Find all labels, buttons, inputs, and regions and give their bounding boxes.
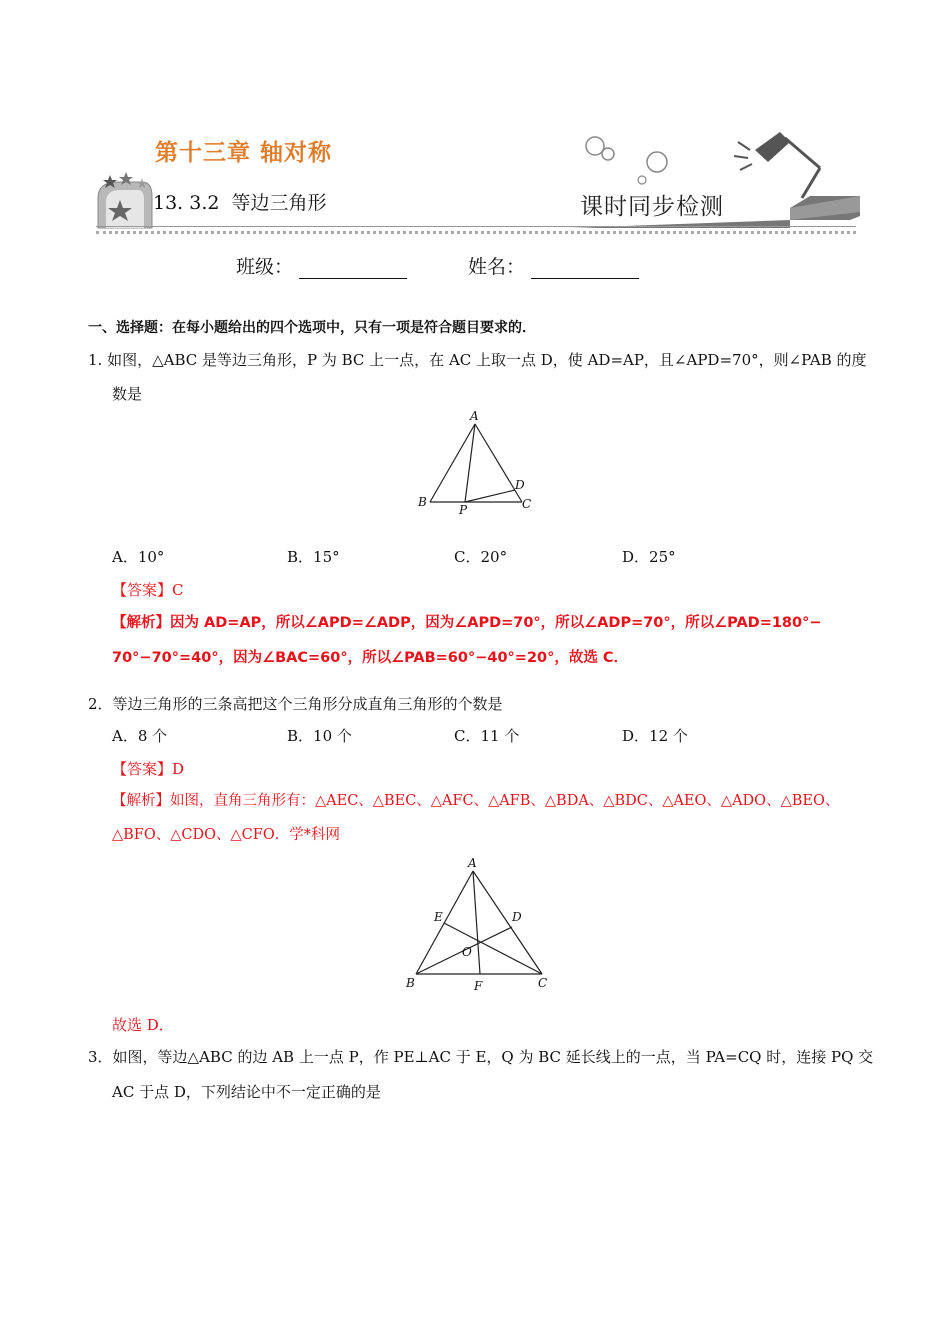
q2-option-d: D．12 个 <box>622 727 688 745</box>
section-title: 13. 3.2 等边三角形 <box>153 192 327 214</box>
q1-figure <box>410 408 540 518</box>
q1-label-a: A <box>470 409 479 423</box>
q3-line2: AC 于点 D，下列结论中不一定正确的是 <box>112 1083 381 1101</box>
bubble-icon <box>602 148 614 160</box>
q2-answer: 【答案】D <box>112 760 185 778</box>
q1-label-b: B <box>418 495 427 509</box>
chapter-title: 第十三章 轴对称 <box>155 140 333 166</box>
q2-side-ac <box>473 871 542 974</box>
q2-option-b: B．10 个 <box>287 727 352 745</box>
bubble-icon <box>638 176 646 184</box>
q1-label-c: C <box>522 497 532 511</box>
star-badge-icon <box>98 172 152 228</box>
section-heading: 一、选择题：在每小题给出的四个选项中，只有一项是符合题目要求的． <box>88 320 536 336</box>
q2-altitude-af <box>473 871 480 974</box>
q2-option-a: A．8 个 <box>112 727 168 745</box>
q2-label-a: A <box>468 856 477 870</box>
name-field <box>468 252 639 279</box>
q1-segment-pd <box>465 490 515 502</box>
q2-option-c: C．11 个 <box>454 727 520 745</box>
desk-lamp-icon <box>734 132 820 198</box>
q1-option-c: C．20° <box>454 548 508 566</box>
q2-figure <box>400 853 560 995</box>
q1-label-d: D <box>515 478 525 492</box>
q1-label-p: P <box>459 503 468 517</box>
name-blank[interactable] <box>531 258 639 279</box>
bubble-icon <box>647 152 667 172</box>
q1-segment-ap <box>465 424 475 502</box>
q1-answer: 【答案】C <box>112 581 184 599</box>
q1-side-ab <box>430 424 475 502</box>
q2-label-b: B <box>406 976 415 990</box>
q2-altitude-ce <box>444 923 542 974</box>
q2-label-f: F <box>474 979 483 993</box>
q2-conclusion: 故选 D． <box>112 1016 174 1034</box>
q1-option-d: D．25° <box>622 548 676 566</box>
q2-label-e: E <box>434 910 443 924</box>
name-label: 姓名： <box>468 256 526 278</box>
q1-option-b: B．15° <box>287 548 340 566</box>
class-label: 班级： <box>236 256 294 278</box>
q1-analysis-line1: 【解析】因为 AD=AP，所以∠APD=∠ADP，因为∠APD=70°，所以∠ADP=70°，所以∠PAD=180°− <box>112 615 822 631</box>
q1-option-a: A．10° <box>112 548 165 566</box>
q2-analysis-line1: 【解析】如图，直角三角形有：△AEC、△BEC、△AFC、△AFB、△BDA、△BDC、△AEO、△ADO、△BEO、 <box>112 793 840 809</box>
class-blank[interactable] <box>299 258 407 279</box>
q3-line1: 3．如图，等边△ABC 的边 AB 上一点 P，作 PE⊥AC 于 E，Q 为 BC 延长线上的一点，当 PA=CQ 时，连接 PQ 交 <box>88 1048 874 1066</box>
header-rule <box>96 226 856 234</box>
q2-label-o: O <box>462 945 472 959</box>
q2-label-d: D <box>512 910 522 924</box>
q2-label-c: C <box>538 976 548 990</box>
q2-analysis-line2: △BFO、△CDO、△CFO．学*科网 <box>112 827 340 843</box>
class-field <box>236 252 407 279</box>
q1-line2: 数是 <box>112 385 143 403</box>
bubble-icon <box>586 137 604 155</box>
sync-test-badge: 课时同步检测 <box>580 194 724 220</box>
q1-analysis-line2: 70°−70°=40°，因为∠BAC=60°，所以∠PAB=60°−40°=20°，故选 C． <box>112 650 629 666</box>
q2-line1: 2．等边三角形的三条高把这个三角形分成直角三角形的个数是 <box>88 695 503 713</box>
q1-line1: 1. 如图，△ABC 是等边三角形，P 为 BC 上一点，在 AC 上取一点 D，使 AD=AP，且∠APD=70°，则∠PAB 的度 <box>88 351 867 369</box>
